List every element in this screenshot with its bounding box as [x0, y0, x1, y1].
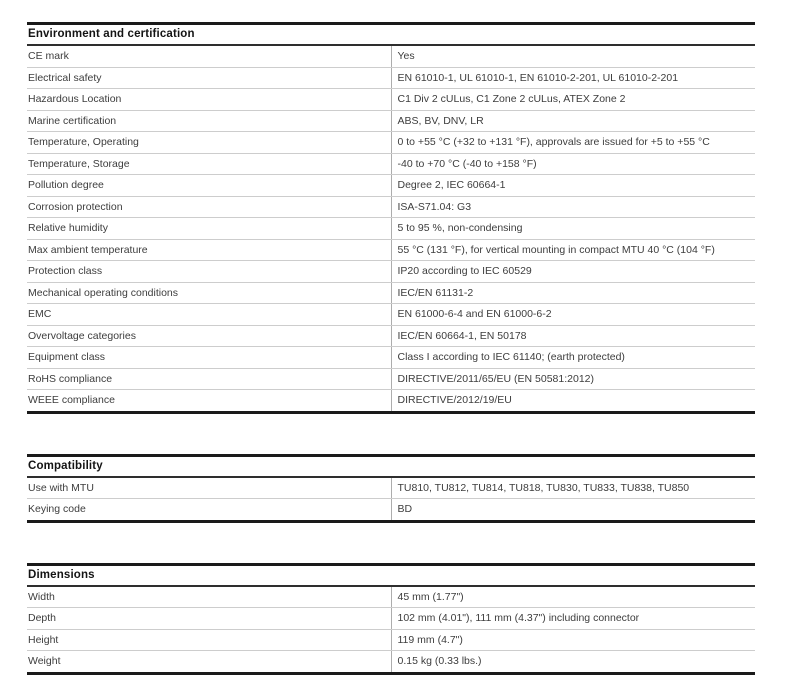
parameter-value: ABS, BV, DNV, LR [391, 110, 755, 132]
parameter-value: IEC/EN 61131-2 [391, 282, 755, 304]
parameter-value: -40 to +70 °C (-40 to +158 °F) [391, 153, 755, 175]
table-row [27, 45, 755, 67]
table-row [27, 477, 755, 499]
parameter-value: Yes [391, 45, 755, 67]
dimensions-table [27, 563, 755, 675]
parameter-name: Equipment class [27, 347, 391, 369]
table-row [27, 153, 755, 175]
table-title-row [27, 24, 755, 46]
table-row [27, 347, 755, 369]
parameter-name: Height [27, 629, 391, 651]
parameter-value: 55 °C (131 °F), for vertical mounting in compact MTU 40 °C (104 °F) [391, 239, 755, 261]
table-row [27, 368, 755, 390]
parameter-name: EMC [27, 304, 391, 326]
parameter-name: Depth [27, 608, 391, 630]
parameter-value: EN 61010-1, UL 61010-1, EN 61010-2-201, UL 61010-2-201 [391, 67, 755, 89]
parameter-value: 0 to +55 °C (+32 to +131 °F), approvals are issued for +5 to +55 °C [391, 132, 755, 154]
parameter-name: Use with MTU [27, 477, 391, 499]
table-row [27, 629, 755, 651]
parameter-value: EN 61000-6-4 and EN 61000-6-2 [391, 304, 755, 326]
table-title: Environment and certification [27, 24, 755, 46]
table-row [27, 132, 755, 154]
parameter-name: Pollution degree [27, 175, 391, 197]
table-row [27, 608, 755, 630]
parameter-name: Keying code [27, 499, 391, 522]
parameter-name: Marine certification [27, 110, 391, 132]
table-row [27, 282, 755, 304]
table-row [27, 499, 755, 522]
parameter-name: Mechanical operating conditions [27, 282, 391, 304]
compatibility-table [27, 454, 755, 523]
parameter-name: Protection class [27, 261, 391, 283]
parameter-value: 102 mm (4.01"), 111 mm (4.37") including connector [391, 608, 755, 630]
parameter-name: Width [27, 586, 391, 608]
parameter-value: 119 mm (4.7") [391, 629, 755, 651]
table-row [27, 218, 755, 240]
table-row [27, 325, 755, 347]
parameter-name: Hazardous Location [27, 89, 391, 111]
table-row [27, 261, 755, 283]
parameter-name: RoHS compliance [27, 368, 391, 390]
environment-certification-table [27, 22, 755, 414]
parameter-name: Corrosion protection [27, 196, 391, 218]
parameter-value: TU810, TU812, TU814, TU818, TU830, TU833, TU838, TU850 [391, 477, 755, 499]
parameter-value: Degree 2, IEC 60664-1 [391, 175, 755, 197]
table-row [27, 67, 755, 89]
parameter-value: 45 mm (1.77") [391, 586, 755, 608]
parameter-value: 0.15 kg (0.33 lbs.) [391, 651, 755, 674]
parameter-name: Max ambient temperature [27, 239, 391, 261]
table-title: Dimensions [27, 564, 755, 586]
table-row [27, 110, 755, 132]
parameter-value: ISA-S71.04: G3 [391, 196, 755, 218]
section-compatibility [27, 454, 755, 523]
parameter-name: WEEE compliance [27, 390, 391, 413]
parameter-name: Weight [27, 651, 391, 674]
table-row [27, 390, 755, 413]
table-row [27, 651, 755, 674]
section-environment-and-certification [27, 22, 755, 414]
parameter-value: Class I according to IEC 61140; (earth protected) [391, 347, 755, 369]
parameter-name: Temperature, Storage [27, 153, 391, 175]
table-title-row [27, 455, 755, 477]
parameter-value: 5 to 95 %, non-condensing [391, 218, 755, 240]
parameter-value: BD [391, 499, 755, 522]
parameter-value: DIRECTIVE/2011/65/EU (EN 50581:2012) [391, 368, 755, 390]
parameter-value: IP20 according to IEC 60529 [391, 261, 755, 283]
parameter-name: Overvoltage categories [27, 325, 391, 347]
section-dimensions [27, 563, 755, 675]
table-row [27, 196, 755, 218]
table-row [27, 175, 755, 197]
table-row [27, 239, 755, 261]
parameter-value: IEC/EN 60664-1, EN 50178 [391, 325, 755, 347]
parameter-name: Temperature, Operating [27, 132, 391, 154]
parameter-name: Relative humidity [27, 218, 391, 240]
table-title: Compatibility [27, 455, 755, 477]
table-title-row [27, 564, 755, 586]
table-row [27, 304, 755, 326]
table-row [27, 586, 755, 608]
parameter-value: C1 Div 2 cULus, C1 Zone 2 cULus, ATEX Zone 2 [391, 89, 755, 111]
parameter-value: DIRECTIVE/2012/19/EU [391, 390, 755, 413]
table-row [27, 89, 755, 111]
parameter-name: Electrical safety [27, 67, 391, 89]
parameter-name: CE mark [27, 45, 391, 67]
